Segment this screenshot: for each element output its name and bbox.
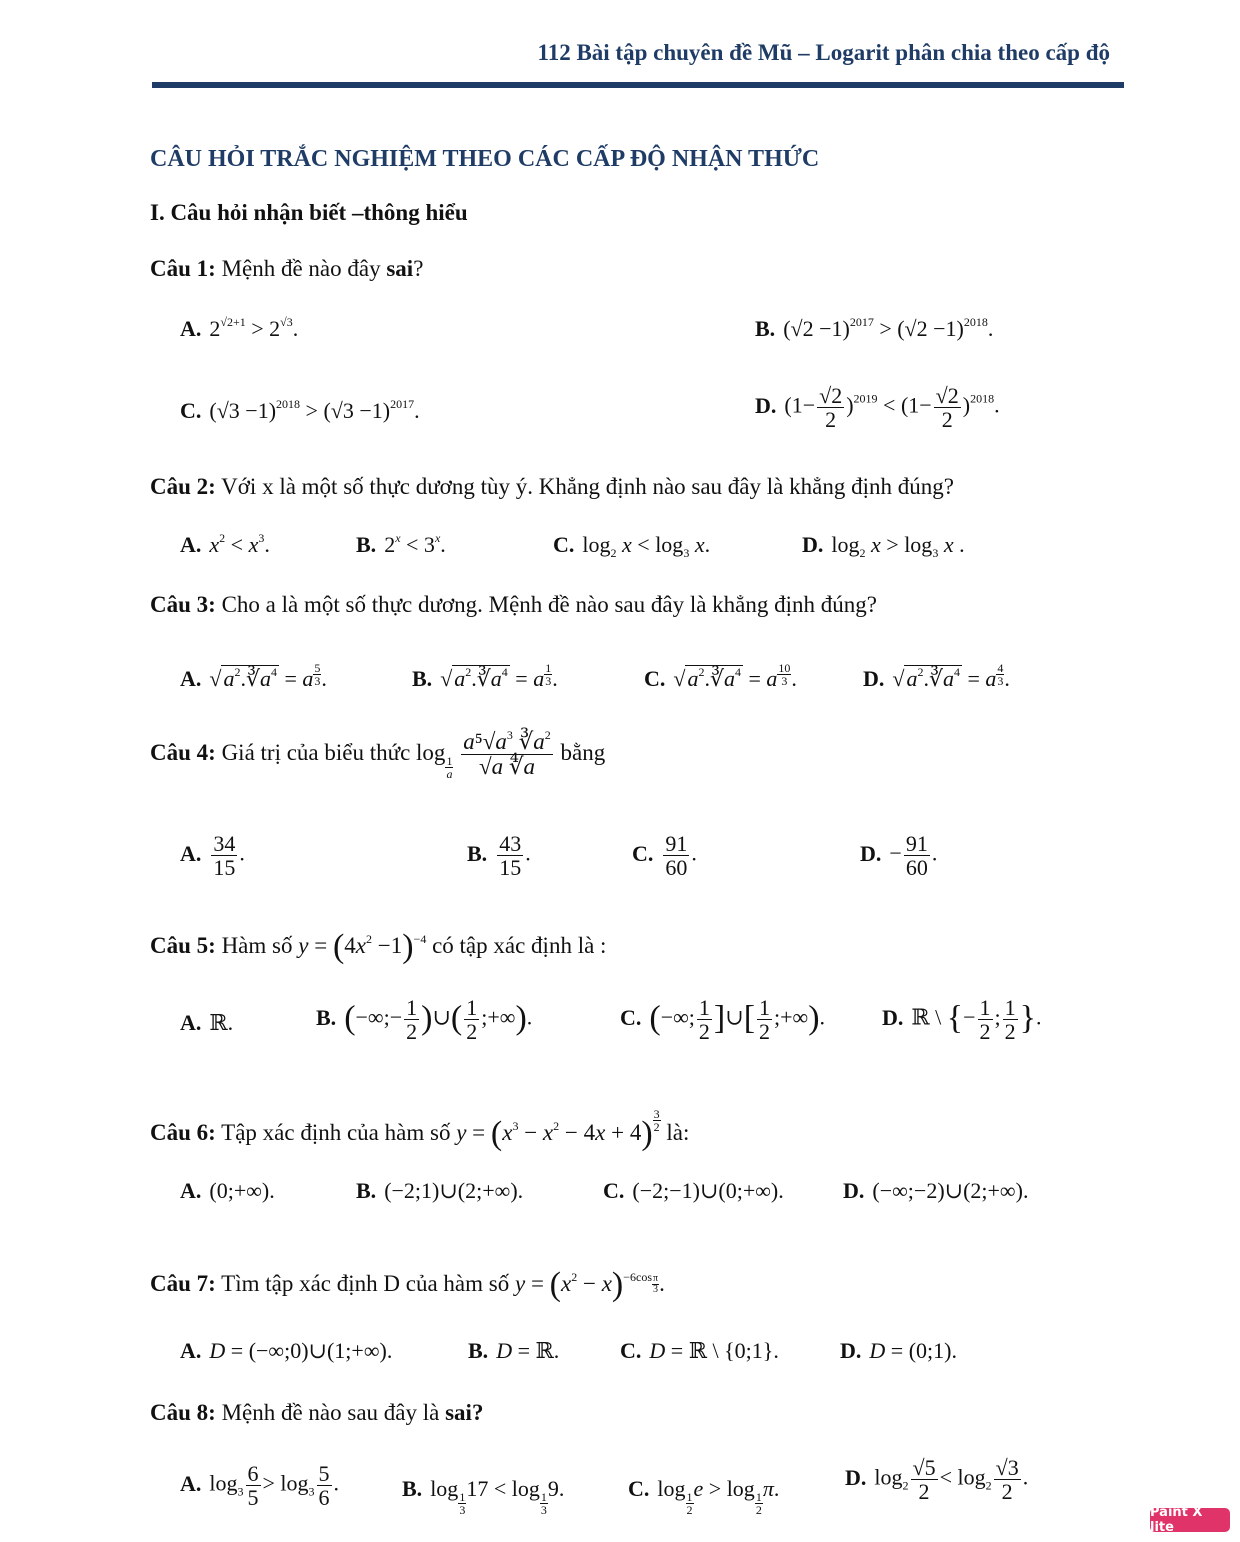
q1-option-b[interactable]: B. $(√2 -1)^{2017} > (√2 -1)^{2018}$. (755, 315, 994, 341)
q7-option-b[interactable]: B. D = ℝ. (468, 1338, 560, 1363)
q5-option-a[interactable]: A. ℝ. (180, 1010, 234, 1035)
question-text: Mệnh đề nào sau đây là (221, 1400, 440, 1425)
q1-option-d[interactable]: D. (1− $\frac{√2}{2}$ )$^{2019}$ < (1− $\frac{√2}{2}$ )$^{2018}$. (755, 383, 1000, 433)
question-emphasis: sai? (445, 1400, 484, 1425)
question-text: Giá trị của biểu thức (221, 739, 411, 765)
question-text: Tìm tập xác định D của hàm số (221, 1271, 510, 1296)
q6-option-d[interactable]: D. (−∞;−2)∪(2;+∞). (843, 1178, 1029, 1203)
q3-option-c[interactable]: C. $√a^2.∛a^4 = a$ $\frac{10}{3}$ . (644, 661, 797, 691)
q4-option-d[interactable]: D. − $\frac{91}{60}$ . (860, 831, 938, 881)
q6-option-b[interactable]: B. (−2;1)∪(2;+∞). (356, 1178, 524, 1203)
question-3 (150, 592, 877, 618)
q2-option-d[interactable]: D. $\log_2 x > \log_3 x$ . (802, 532, 965, 560)
question-text: Mệnh đề nào đây (221, 256, 381, 281)
question-1: Câu 1: Mệnh đề nào đây sai? (150, 256, 424, 281)
question-label: Câu 5: (150, 933, 216, 958)
question-emphasis: sai (386, 256, 414, 281)
question-4: Câu 4: Giá trị của biểu thức log $_{\frac{1}{a}}$ $\frac{a^5√a^3 ∛a^2}{√a ∜a}$ bằng (150, 728, 606, 781)
question-label: Câu 3: (150, 592, 216, 617)
question-label: Câu 6: (150, 1120, 216, 1145)
question-label: Câu 4: (150, 739, 216, 765)
question-8 (150, 1400, 483, 1426)
question-text: Cho a là một số thực dương. Mệnh đề nào sau đây là khẳng định đúng? (221, 592, 877, 617)
question-2 (150, 474, 954, 500)
question-text: Với x là một số thực dương tùy ý. Khẳng định nào sau đây là khẳng định đúng? (221, 474, 954, 499)
q6-option-c[interactable]: C. (−2;−1)∪(0;+∞). (603, 1178, 784, 1203)
paint-x-lite-badge: Paint X lite (1150, 1508, 1230, 1532)
q6-option-a[interactable]: A. (0;+∞). (180, 1178, 275, 1203)
q5-option-b[interactable]: B. (−∞;− $\frac{1}{2}$ )∪( $\frac{1}{2}$ ;+∞). (316, 995, 533, 1045)
q8-option-b[interactable]: B. log $_{\frac{1}{3}}$ 17 < log $_{\frac{1}{3}}$ 9. (402, 1476, 565, 1517)
q5-option-d[interactable]: D. ℝ \ {− $\frac{1}{2}$ ; $\frac{1}{2}$ }. (882, 995, 1042, 1045)
q3-option-d[interactable]: D. $√a^2.∛a^4 = a$ $\frac{4}{3}$ . (863, 661, 1010, 691)
q2-option-b[interactable]: B. $2^x < 3^x$. (356, 531, 446, 557)
question-text: Tập xác định của hàm số (221, 1120, 451, 1145)
header-divider (152, 82, 1124, 88)
page-header-title: 112 Bài tập chuyên đề Mũ – Logarit phân chia theo cấp độ (537, 40, 1110, 65)
question-5: Câu 5: Hàm số $y = (4x^2 -1)^{-4}$ có tập xác định là : (150, 928, 607, 965)
q1-option-c[interactable]: C. $(√3 -1)^{2018} > (√3 -1)^{2017}$. (180, 397, 420, 423)
q3-option-b[interactable]: B. $√a^2.∛a^4 = a$ $\frac{1}{3}$ . (412, 661, 558, 691)
q4-option-c[interactable]: C. $\frac{91}{60}$ . (632, 831, 697, 881)
q7-option-a[interactable]: A. D = (−∞;0)∪(1;+∞). (180, 1338, 393, 1363)
question-label: Câu 2: (150, 474, 216, 499)
q8-option-a[interactable]: A. $\log_3$ $\frac{6}{5}$ > $\log_3$ $\frac{5}{6}$ . (180, 1461, 340, 1511)
question-6: Câu 6: Tập xác định của hàm số $y = (x^3 - x^2 - 4x + 4)$ $\frac{3}{2}$ là: (150, 1107, 690, 1152)
q1-option-a[interactable]: A. $2^{√2+1} > 2^{√3}$. (180, 315, 299, 341)
section-title: CÂU HỎI TRẮC NGHIỆM THEO CÁC CẤP ĐỘ NHẬN THỨC (150, 146, 820, 172)
question-7: Câu 7: Tìm tập xác định D của hàm số $y = (x^2 - x)^{-6cos \frac{\pi}{3}}$ . (150, 1266, 665, 1303)
question-text: Hàm số (221, 933, 293, 958)
q5-option-c[interactable]: C. (−∞; $\frac{1}{2}$ ]∪[ $\frac{1}{2}$ ;+∞). (620, 995, 826, 1045)
q2-option-c[interactable]: C. $\log_2 x < \log_3 x$. (553, 532, 711, 560)
q4-option-b[interactable]: B. $\frac{43}{15}$ . (467, 831, 531, 881)
question-label: Câu 7: (150, 1271, 216, 1296)
question-label: Câu 8: (150, 1400, 216, 1425)
q8-option-d[interactable]: D. $\log_2$ $\frac{√5}{2}$ < $\log_2$ $\frac{√3}{2}$ . (845, 1455, 1029, 1505)
q3-option-a[interactable]: A. $√a^2.∛a^4 = a$ $\frac{5}{3}$ . (180, 661, 327, 691)
q7-option-d[interactable]: D. D = (0;1). (840, 1338, 957, 1363)
q8-option-c[interactable]: C. log $_{\frac{1}{2}}$ e > log $_{\frac{1}{2}}$ π. (628, 1476, 780, 1517)
q7-option-c[interactable]: C. D = ℝ \ {0;1}. (620, 1338, 779, 1363)
q2-option-a[interactable]: A. $x^2 < x^3$. (180, 531, 270, 557)
subsection-title: I. Câu hỏi nhận biết –thông hiểu (150, 200, 468, 225)
question-label: Câu 1: (150, 256, 216, 281)
q4-option-a[interactable]: A. $\frac{34}{15}$ . (180, 831, 245, 881)
